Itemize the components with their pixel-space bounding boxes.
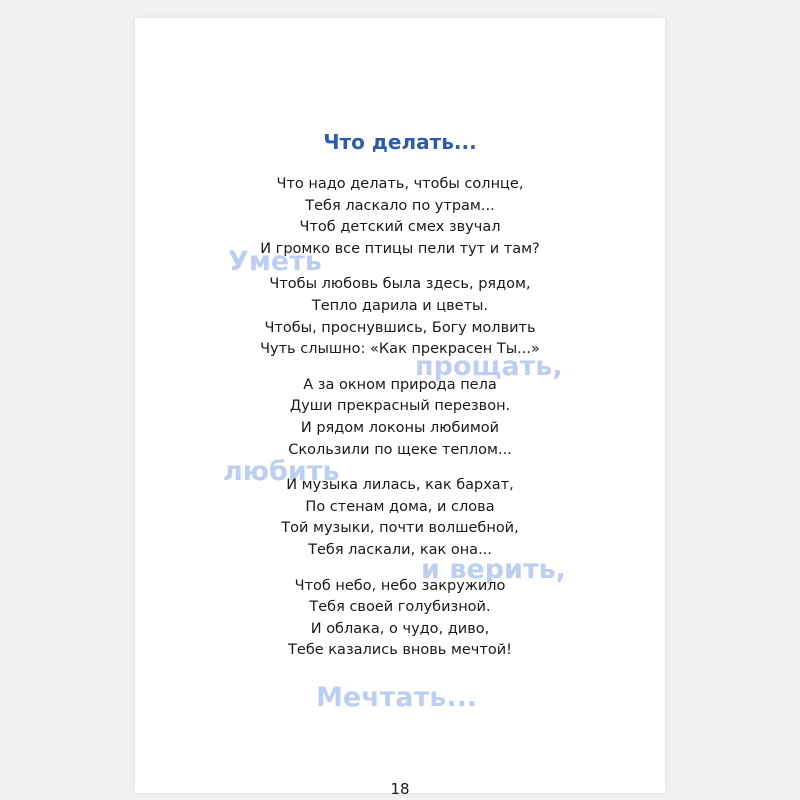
poem-line: Чуть слышно: «Как прекрасен Ты...»	[260, 341, 540, 358]
stanza-2	[135, 274, 665, 360]
poem-line: Скользили по щеке теплом...	[288, 441, 512, 458]
poem-line: А за окном природа пела	[303, 376, 497, 393]
poem-line: Души прекрасный перезвон.	[289, 398, 511, 415]
poem-line: Что надо делать, чтобы солнце,	[276, 176, 524, 192]
stanza-1	[135, 174, 665, 260]
poem-line: Тебе казались вновь мечтой!	[288, 642, 512, 659]
poem-line: Тебя ласкали, как она...	[308, 541, 492, 558]
poem-line: Чтобы, проснувшись, Богу молвить	[264, 319, 536, 336]
book-page	[135, 18, 665, 798]
poem-line: Чтобы любовь была здесь, рядом,	[269, 276, 531, 293]
poem-body	[135, 174, 665, 676]
poem-line: Той музыки, почти волшебной,	[281, 520, 519, 537]
poem-line: И громко все птицы пели тут и там?	[260, 240, 540, 257]
background-word-4: и верить,	[421, 554, 566, 585]
background-word-5: Мечтать...	[316, 682, 478, 713]
poem-line: И облака, о чудо, диво,	[310, 620, 490, 637]
poem-line: Тепло дарила и цветы.	[311, 297, 489, 314]
page-number: 18	[390, 780, 410, 798]
poem-title: Что делать...	[323, 130, 477, 154]
poem-line: Чтоб небо, небо закружило	[294, 577, 506, 594]
poem-line: По стенам дома, и слова	[305, 498, 495, 515]
poem-line: И рядом локоны любимой	[300, 419, 500, 436]
stanza-4	[135, 475, 665, 561]
background-word-3: любить	[223, 456, 340, 487]
background-word-1: Уметь	[228, 246, 322, 277]
stanza-5	[135, 576, 665, 662]
stanza-3	[135, 375, 665, 461]
poem-line: И музыка лилась, как бархат,	[286, 477, 514, 494]
background-word-2: прощать,	[415, 351, 563, 382]
poem-line: Тебя ласкало по утрам...	[305, 197, 495, 214]
poem-line: Чтоб детский смех звучал	[299, 219, 501, 236]
poem-line: Тебя своей голубизной.	[309, 599, 491, 616]
